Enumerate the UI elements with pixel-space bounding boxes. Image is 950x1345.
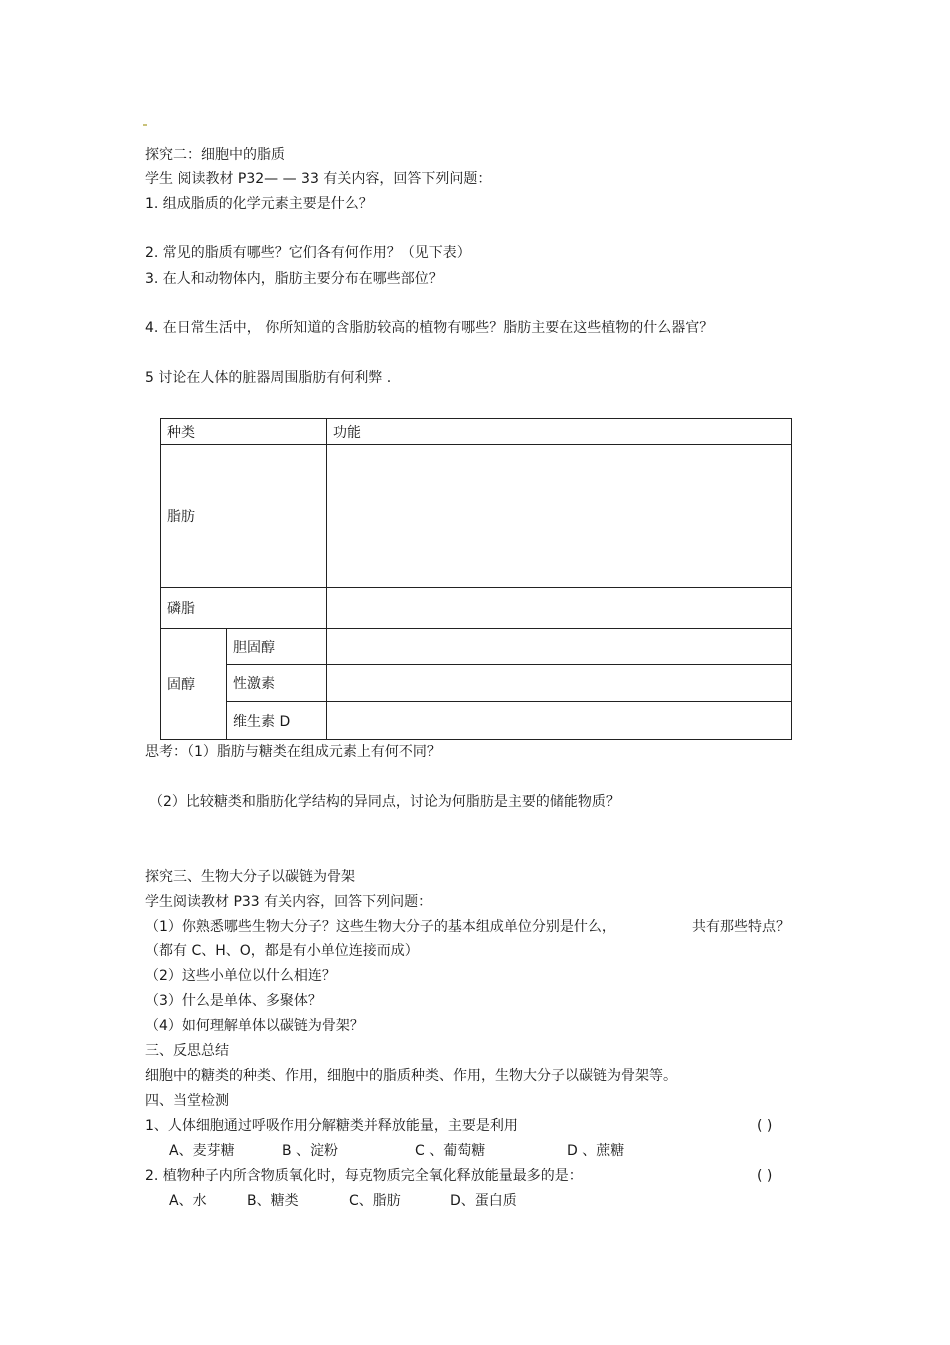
test-q2-option-d[interactable]: D、蛋白质 bbox=[450, 1193, 517, 1209]
section3-question-4: （4）如何理解单体以碳链为骨架？ bbox=[145, 1018, 364, 1034]
test-q1-option-d[interactable]: D 、蔗糖 bbox=[567, 1143, 625, 1159]
section3-intro: 学生阅读教材 P33 有关内容，回答下列问题： bbox=[145, 894, 433, 910]
lipid-table bbox=[160, 418, 792, 740]
header-kind: 种类 bbox=[161, 419, 327, 445]
row-fat-label: 脂肪 bbox=[161, 445, 327, 588]
stray-mark bbox=[143, 124, 147, 126]
row-vitamin-d-label: 维生素 D bbox=[227, 702, 327, 740]
test-q2-option-c[interactable]: C、脂肪 bbox=[349, 1193, 401, 1209]
test-q2-option-b[interactable]: B、糖类 bbox=[247, 1193, 299, 1209]
row-phospholipid-function-cell[interactable] bbox=[327, 588, 792, 629]
row-phospholipid-label: 磷脂 bbox=[161, 588, 327, 629]
section3-question-3: （3）什么是单体、多聚体？ bbox=[145, 993, 322, 1009]
think-question-2: （2）比较糖类和脂肪化学结构的异同点，讨论为何脂肪是主要的储能物质？ bbox=[149, 794, 620, 810]
row-cholesterol-function-cell[interactable] bbox=[327, 629, 792, 665]
row-sterol-label: 固醇 bbox=[161, 629, 227, 740]
think-question-1: 思考：（1）脂肪与糖类在组成元素上有何不同？ bbox=[145, 744, 441, 760]
test-q1-option-b[interactable]: B 、淀粉 bbox=[282, 1143, 339, 1159]
reflection-title: 三、反思总结 bbox=[145, 1043, 229, 1059]
test-q2-option-a[interactable]: A、水 bbox=[169, 1193, 207, 1209]
test-question-1: 1、人体细胞通过呼吸作用分解糖类并释放能量，主要是利用 bbox=[145, 1118, 518, 1134]
test-q1-option-a[interactable]: A、麦芽糖 bbox=[169, 1143, 235, 1159]
test-title: 四、当堂检测 bbox=[145, 1093, 229, 1109]
section2-question-1: 1. 组成脂质的化学元素主要是什么？ bbox=[145, 196, 373, 212]
row-vitamin-d-function-cell[interactable] bbox=[327, 702, 792, 740]
section3-question-1-tail: 共有那些特点？ bbox=[692, 919, 790, 935]
test-question-2: 2. 植物种子内所含物质氧化时，每克物质完全氧化释放能量最多的是： bbox=[145, 1168, 583, 1184]
row-sex-hormone-function-cell[interactable] bbox=[327, 665, 792, 702]
section2-question-2: 2. 常见的脂质有哪些？它们各有何作用？（见下表） bbox=[145, 245, 471, 261]
row-cholesterol-label: 胆固醇 bbox=[227, 629, 327, 665]
section2-intro: 学生 阅读教材 P32— — 33 有关内容，回答下列问题： bbox=[145, 171, 492, 187]
section2-title: 探究二：细胞中的脂质 bbox=[145, 147, 285, 163]
section3-question-1: （1）你熟悉哪些生物大分子？这些生物大分子的基本组成单位分别是什么， bbox=[145, 919, 616, 935]
row-sex-hormone-label: 性激素 bbox=[227, 665, 327, 702]
section3-question-1-note: （都有 C、H、O，都是有小单位连接而成） bbox=[145, 943, 419, 959]
header-function: 功能 bbox=[327, 419, 792, 445]
section2-question-4: 4. 在日常生活中， 你所知道的含脂肪较高的植物有哪些？脂肪主要在这些植物的什么器官？ bbox=[145, 320, 714, 336]
section2-question-3: 3. 在人和动物体内，脂肪主要分布在哪些部位？ bbox=[145, 271, 443, 287]
reflection-body: 细胞中的糖类的种类、作用，细胞中的脂质种类、作用，生物大分子以碳链为骨架等。 bbox=[145, 1068, 677, 1084]
test-q1-option-c[interactable]: C 、葡萄糖 bbox=[415, 1143, 486, 1159]
test-question-2-answer-blank[interactable]: ( ) bbox=[757, 1168, 773, 1184]
section3-question-2: （2）这些小单位以什么相连？ bbox=[145, 968, 336, 984]
section2-question-5: 5 讨论在人体的脏器周围脂肪有何利弊 . bbox=[145, 370, 392, 386]
row-fat-function-cell[interactable] bbox=[327, 445, 792, 588]
test-question-1-answer-blank[interactable]: ( ) bbox=[757, 1118, 773, 1134]
section3-title: 探究三、生物大分子以碳链为骨架 bbox=[145, 869, 355, 885]
